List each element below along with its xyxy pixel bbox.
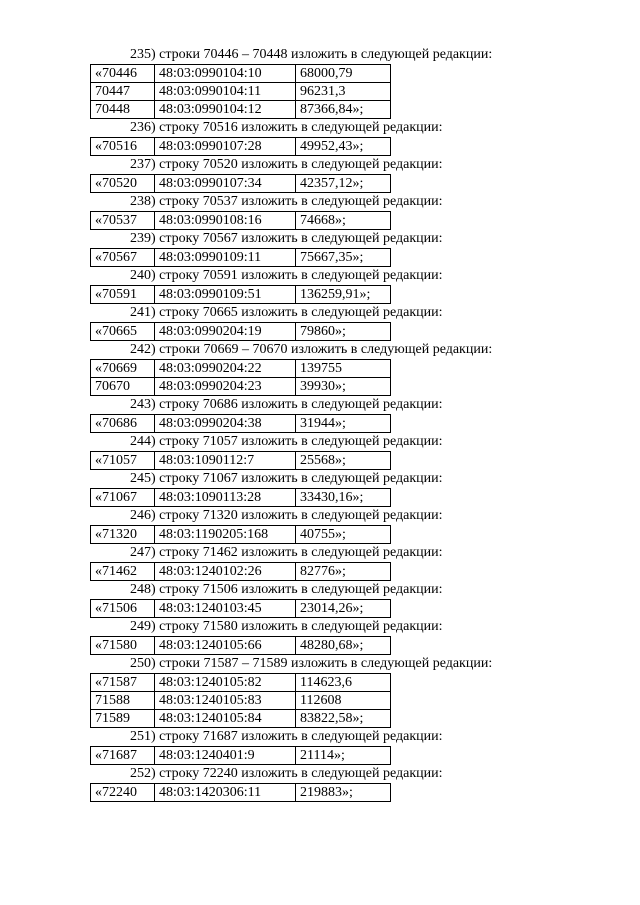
value-cell: 74668»;: [296, 212, 391, 230]
amendment-table: [90, 359, 391, 396]
cadastral-number-cell: 48:03:0990109:11: [155, 249, 296, 267]
amendment-table: [90, 562, 391, 581]
value-cell: 68000,79: [296, 65, 391, 83]
table-row: [91, 600, 391, 618]
value-cell: 114623,6: [296, 674, 391, 692]
table-row: [91, 784, 391, 802]
cadastral-number-cell: 48:03:0990108:16: [155, 212, 296, 230]
amendment-table: [90, 414, 391, 433]
cadastral-number-cell: 48:03:0990204:22: [155, 360, 296, 378]
amendment-table: [90, 525, 391, 544]
row-number-cell: 70448: [91, 101, 155, 119]
value-cell: 23014,26»;: [296, 600, 391, 618]
cadastral-number-cell: 48:03:0990104:12: [155, 101, 296, 119]
cadastral-number-cell: 48:03:1240105:82: [155, 674, 296, 692]
table-row: [91, 674, 391, 692]
cadastral-number-cell: 48:03:1240105:84: [155, 710, 296, 728]
value-cell: 40755»;: [296, 526, 391, 544]
value-cell: 48280,68»;: [296, 637, 391, 655]
row-number-cell: «71687: [91, 747, 155, 765]
amendment-block: [90, 230, 540, 267]
amendment-block: [90, 267, 540, 304]
row-number-cell: «72240: [91, 784, 155, 802]
amendment-table: [90, 137, 391, 156]
row-number-cell: «71462: [91, 563, 155, 581]
row-number-cell: «70567: [91, 249, 155, 267]
value-cell: 82776»;: [296, 563, 391, 581]
amendment-heading: 236) строку 70516 изложить в следующей редакции:: [130, 120, 443, 135]
amendment-heading: 245) строку 71067 изложить в следующей редакции:: [130, 471, 443, 486]
value-cell: 139755: [296, 360, 391, 378]
value-cell: 87366,84»;: [296, 101, 391, 119]
cadastral-number-cell: 48:03:1240103:45: [155, 600, 296, 618]
cadastral-number-cell: 48:03:1240105:83: [155, 692, 296, 710]
amendment-block: [90, 544, 540, 581]
table-row: [91, 249, 391, 267]
amendment-block: [90, 433, 540, 470]
value-cell: 112608: [296, 692, 391, 710]
table-row: [91, 212, 391, 230]
row-number-cell: «71506: [91, 600, 155, 618]
amendment-heading: 241) строку 70665 изложить в следующей редакции:: [130, 305, 443, 320]
table-row: [91, 286, 391, 304]
amendment-table: [90, 322, 391, 341]
amendment-table: [90, 211, 391, 230]
cadastral-number-cell: 48:03:0990104:10: [155, 65, 296, 83]
value-cell: 96231,3: [296, 83, 391, 101]
value-cell: 79860»;: [296, 323, 391, 341]
value-cell: 31944»;: [296, 415, 391, 433]
row-number-cell: 71588: [91, 692, 155, 710]
amendment-heading: 244) строку 71057 изложить в следующей редакции:: [130, 434, 443, 449]
amendment-block: [90, 341, 540, 396]
table-row: [91, 175, 391, 193]
amendment-block: [90, 470, 540, 507]
cadastral-number-cell: 48:03:1240401:9: [155, 747, 296, 765]
table-row: [91, 83, 391, 101]
cadastral-number-cell: 48:03:0990107:34: [155, 175, 296, 193]
table-row: [91, 138, 391, 156]
table-row: [91, 452, 391, 470]
amendment-block: [90, 618, 540, 655]
amendment-block: [90, 119, 540, 156]
table-row: [91, 563, 391, 581]
row-number-cell: «71320: [91, 526, 155, 544]
amendment-table: [90, 64, 391, 119]
amendment-table: [90, 636, 391, 655]
amendment-heading: 235) строки 70446 – 70448 изложить в следующей редакции:: [130, 47, 493, 62]
amendment-block: [90, 765, 540, 802]
amendment-heading: 248) строку 71506 изложить в следующей редакции:: [130, 582, 443, 597]
cadastral-number-cell: 48:03:0990204:19: [155, 323, 296, 341]
amendment-block: [90, 156, 540, 193]
row-number-cell: «71580: [91, 637, 155, 655]
cadastral-number-cell: 48:03:0990109:51: [155, 286, 296, 304]
row-number-cell: «70520: [91, 175, 155, 193]
value-cell: 49952,43»;: [296, 138, 391, 156]
table-row: [91, 489, 391, 507]
row-number-cell: «70516: [91, 138, 155, 156]
amendment-heading: 243) строку 70686 изложить в следующей редакции:: [130, 397, 443, 412]
row-number-cell: 71589: [91, 710, 155, 728]
cadastral-number-cell: 48:03:0990104:11: [155, 83, 296, 101]
table-row: [91, 526, 391, 544]
amendment-table: [90, 285, 391, 304]
value-cell: 136259,91»;: [296, 286, 391, 304]
cadastral-number-cell: 48:03:1090113:28: [155, 489, 296, 507]
row-number-cell: 70670: [91, 378, 155, 396]
amendment-table: [90, 174, 391, 193]
row-number-cell: «70686: [91, 415, 155, 433]
cadastral-number-cell: 48:03:1090112:7: [155, 452, 296, 470]
amendment-heading: 246) строку 71320 изложить в следующей редакции:: [130, 508, 443, 523]
amendment-heading: 242) строки 70669 – 70670 изложить в следующей редакции:: [130, 342, 493, 357]
amendment-table: [90, 673, 391, 728]
row-number-cell: «70446: [91, 65, 155, 83]
amendment-table: [90, 599, 391, 618]
row-number-cell: «71587: [91, 674, 155, 692]
amendment-block: [90, 304, 540, 341]
cadastral-number-cell: 48:03:1240105:66: [155, 637, 296, 655]
amendment-heading: 237) строку 70520 изложить в следующей редакции:: [130, 157, 443, 172]
cadastral-number-cell: 48:03:0990204:23: [155, 378, 296, 396]
amendment-block: [90, 396, 540, 433]
amendment-table: [90, 248, 391, 267]
amendment-heading: 251) строку 71687 изложить в следующей редакции:: [130, 729, 443, 744]
table-row: [91, 323, 391, 341]
value-cell: 21114»;: [296, 747, 391, 765]
row-number-cell: «70669: [91, 360, 155, 378]
amendment-heading: 239) строку 70567 изложить в следующей редакции:: [130, 231, 443, 246]
amendment-heading: 250) строки 71587 – 71589 изложить в следующей редакции:: [130, 656, 493, 671]
amendment-block: [90, 581, 540, 618]
value-cell: 75667,35»;: [296, 249, 391, 267]
amendment-block: [90, 46, 540, 119]
value-cell: 219883»;: [296, 784, 391, 802]
table-row: [91, 101, 391, 119]
table-row: [91, 692, 391, 710]
row-number-cell: «70591: [91, 286, 155, 304]
cadastral-number-cell: 48:03:0990107:28: [155, 138, 296, 156]
amendment-table: [90, 783, 391, 802]
value-cell: 83822,58»;: [296, 710, 391, 728]
row-number-cell: «70537: [91, 212, 155, 230]
table-row: [91, 637, 391, 655]
amendment-table: [90, 746, 391, 765]
table-row: [91, 360, 391, 378]
row-number-cell: «71057: [91, 452, 155, 470]
amendment-heading: 240) строку 70591 изложить в следующей редакции:: [130, 268, 443, 283]
table-row: [91, 415, 391, 433]
cadastral-number-cell: 48:03:1420306:11: [155, 784, 296, 802]
table-row: [91, 65, 391, 83]
table-row: [91, 747, 391, 765]
amendment-table: [90, 488, 391, 507]
cadastral-number-cell: 48:03:0990204:38: [155, 415, 296, 433]
row-number-cell: «71067: [91, 489, 155, 507]
document-body: [90, 46, 540, 802]
amendment-heading: 238) строку 70537 изложить в следующей редакции:: [130, 194, 443, 209]
value-cell: 42357,12»;: [296, 175, 391, 193]
amendment-heading: 247) строку 71462 изложить в следующей редакции:: [130, 545, 443, 560]
amendment-heading: 249) строку 71580 изложить в следующей редакции:: [130, 619, 443, 634]
value-cell: 33430,16»;: [296, 489, 391, 507]
amendment-block: [90, 728, 540, 765]
row-number-cell: 70447: [91, 83, 155, 101]
amendment-block: [90, 193, 540, 230]
table-row: [91, 710, 391, 728]
amendment-block: [90, 655, 540, 728]
amendment-table: [90, 451, 391, 470]
cadastral-number-cell: 48:03:1240102:26: [155, 563, 296, 581]
cadastral-number-cell: 48:03:1190205:168: [155, 526, 296, 544]
value-cell: 25568»;: [296, 452, 391, 470]
row-number-cell: «70665: [91, 323, 155, 341]
value-cell: 39930»;: [296, 378, 391, 396]
table-row: [91, 378, 391, 396]
amendment-heading: 252) строку 72240 изложить в следующей редакции:: [130, 766, 443, 781]
amendment-block: [90, 507, 540, 544]
